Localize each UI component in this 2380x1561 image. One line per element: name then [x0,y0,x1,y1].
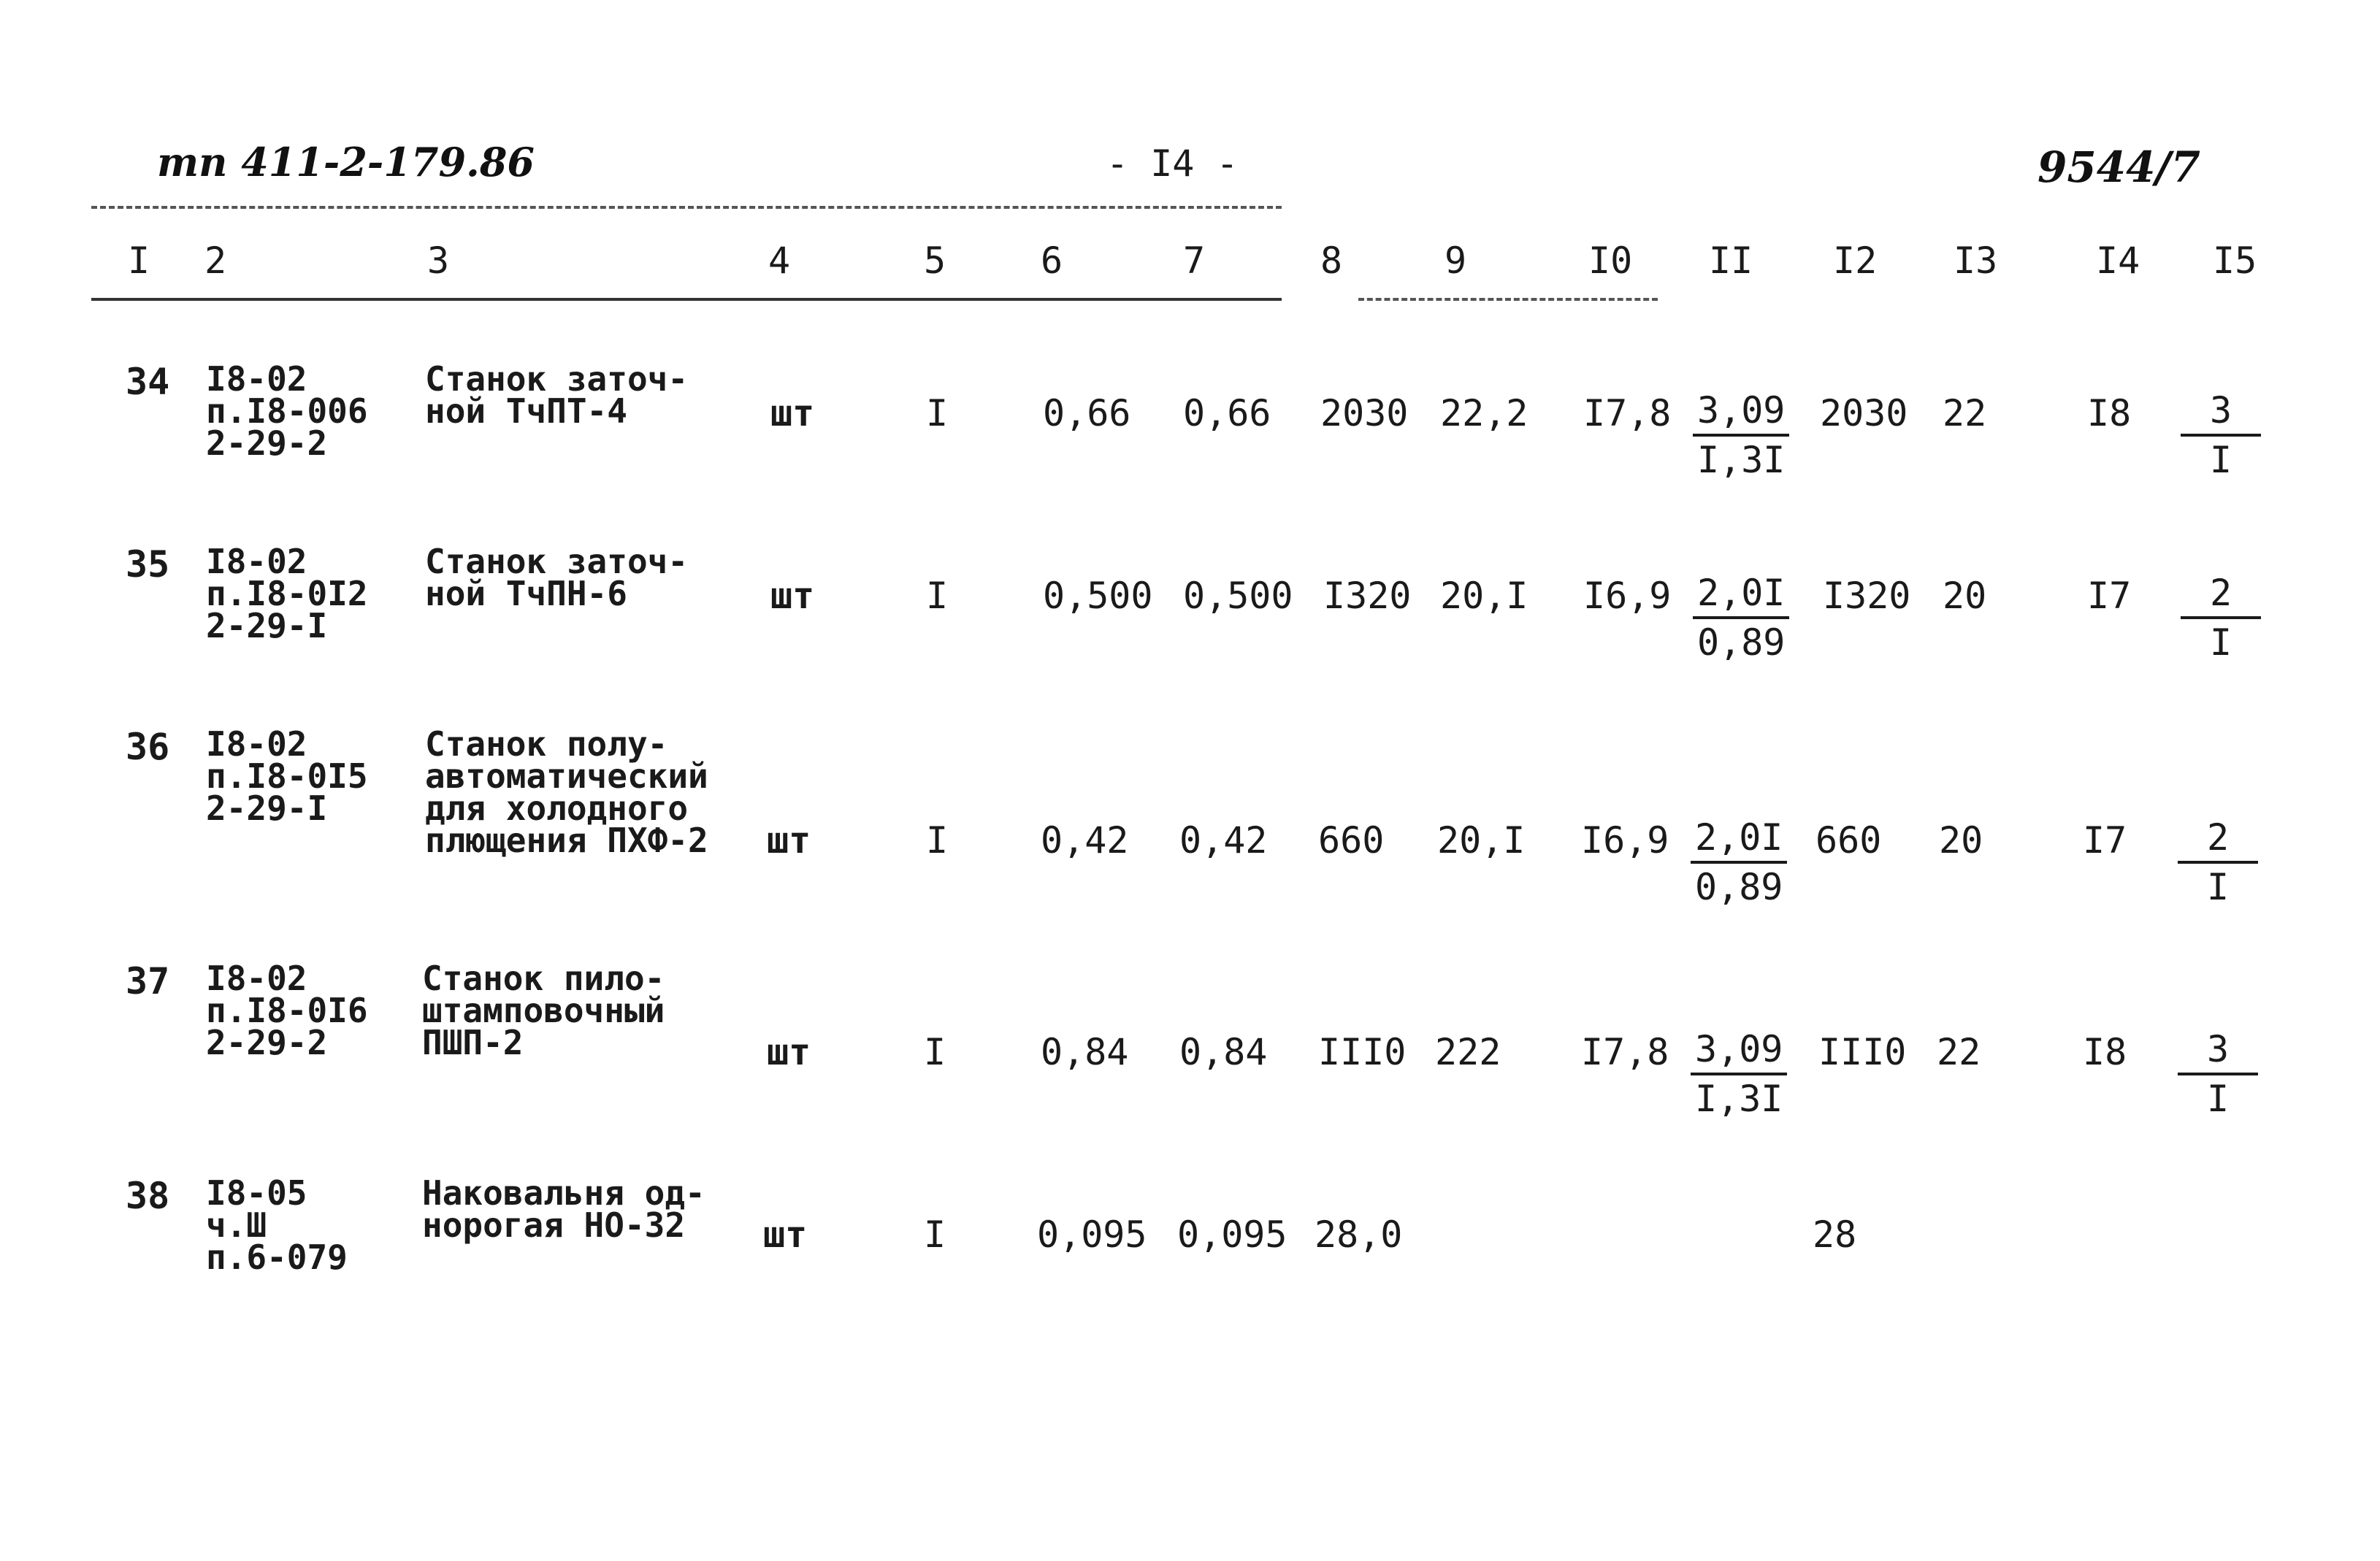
column-header: 2 [204,239,227,282]
norm-code: I8-02 п.I8-0I6 2-29-2 [206,959,368,1062]
quantity: I [926,392,949,434]
norm-code: I8-02 п.I8-0I5 2-29-I [206,724,368,828]
column-6-value: 0,66 [1043,392,1131,434]
quantity: I [924,1031,946,1073]
column-8-value: 28,0 [1315,1213,1403,1256]
column-12-value: 660 [1815,819,1882,862]
column-12-value: I320 [1823,575,1911,617]
unit: шт [770,392,815,434]
row-number: 34 [126,361,170,403]
column-10-value: I7,8 [1583,392,1672,434]
column-header-rule-dashed [1358,298,1658,301]
column-14-value: I8 [2087,392,2132,434]
column-12-value: 2030 [1820,392,1908,434]
equipment-name: Станок заточ- ной ТчПН-6 [425,542,689,613]
column-8-value: 660 [1318,819,1385,862]
sheet-reference: 9544/7 [2037,142,2200,192]
column-13-value: 22 [1937,1031,1981,1073]
column-10-value: I6,9 [1581,819,1669,862]
column-8-value: I320 [1323,575,1412,617]
column-12-value: 28 [1813,1213,1857,1256]
norm-code: I8-02 п.I8-006 2-29-2 [206,359,368,463]
column-11-fraction: $\frac{2,0I}{0,89}$ [1691,814,1787,910]
column-header: 9 [1445,239,1467,282]
norm-code: I8-05 ч.Ш п.6-079 [206,1173,348,1277]
row-number: 37 [126,960,170,1002]
column-15-fraction: $\frac{2}{I}$ [2181,569,2261,666]
column-7-value: 0,42 [1179,819,1268,862]
column-10-value: I6,9 [1583,575,1672,617]
quantity: I [924,1213,946,1256]
column-14-value: I7 [2083,819,2127,862]
column-7-value: 0,095 [1177,1213,1287,1256]
column-7-value: 0,84 [1179,1031,1268,1073]
document-code: тп 411-2-179.86 [157,139,535,185]
row-number: 36 [126,726,170,768]
column-13-value: 20 [1939,819,1983,862]
column-14-value: I7 [2087,575,2132,617]
column-header: I4 [2096,239,2140,282]
column-15-fraction: $\frac{2}{I}$ [2178,814,2258,910]
column-header: I0 [1588,239,1633,282]
column-header: 4 [768,239,791,282]
column-15-fraction: $\frac{3}{I}$ [2181,387,2261,483]
column-6-value: 0,095 [1037,1213,1147,1256]
column-8-value: III0 [1318,1031,1407,1073]
equipment-name: Станок заточ- ной ТчПТ-4 [425,359,689,431]
column-header: I2 [1833,239,1878,282]
column-8-value: 2030 [1320,392,1409,434]
column-11-fraction: $\frac{2,0I}{0,89}$ [1693,569,1789,666]
norm-code: I8-02 п.I8-0I2 2-29-I [206,542,368,645]
unit: шт [767,1031,811,1073]
column-header: 6 [1041,239,1063,282]
column-header: 5 [924,239,946,282]
column-header-rule [91,298,1282,301]
page-number: - I4 - [1106,142,1239,185]
unit: шт [763,1213,808,1256]
quantity: I [926,819,949,862]
column-7-value: 0,500 [1183,575,1293,617]
column-10-value: I7,8 [1581,1031,1669,1073]
equipment-name: Станок полу- автоматический для холодного плющения ПХФ-2 [425,724,708,860]
column-header: 7 [1183,239,1206,282]
column-6-value: 0,84 [1041,1031,1129,1073]
column-12-value: III0 [1818,1031,1907,1073]
column-6-value: 0,42 [1041,819,1129,862]
column-9-value: 20,I [1437,819,1526,862]
column-header: I [128,239,150,282]
column-9-value: 22,2 [1440,392,1528,434]
column-13-value: 20 [1943,575,1987,617]
unit: шт [767,819,811,862]
column-15-fraction: $\frac{3}{I}$ [2178,1026,2258,1122]
column-11-fraction: $\frac{3,09}{I,3I}$ [1693,387,1789,483]
column-header: I3 [1954,239,1998,282]
column-14-value: I8 [2083,1031,2127,1073]
equipment-name: Наковальня од- норогая НО-32 [422,1173,705,1245]
column-9-value: 20,I [1440,575,1528,617]
column-13-value: 22 [1943,392,1987,434]
column-header: I5 [2213,239,2257,282]
column-9-value: 222 [1435,1031,1501,1073]
header-rule [91,206,1282,209]
row-number: 38 [126,1175,170,1217]
column-6-value: 0,500 [1043,575,1153,617]
column-header: 8 [1320,239,1343,282]
column-11-fraction: $\frac{3,09}{I,3I}$ [1691,1026,1787,1122]
column-7-value: 0,66 [1183,392,1271,434]
quantity: I [926,575,949,617]
equipment-name: Станок пило- штамповочный ПШП-2 [422,959,665,1062]
column-header: II [1709,239,1753,282]
column-header: 3 [427,239,450,282]
row-number: 35 [126,543,170,586]
unit: шт [770,575,815,617]
